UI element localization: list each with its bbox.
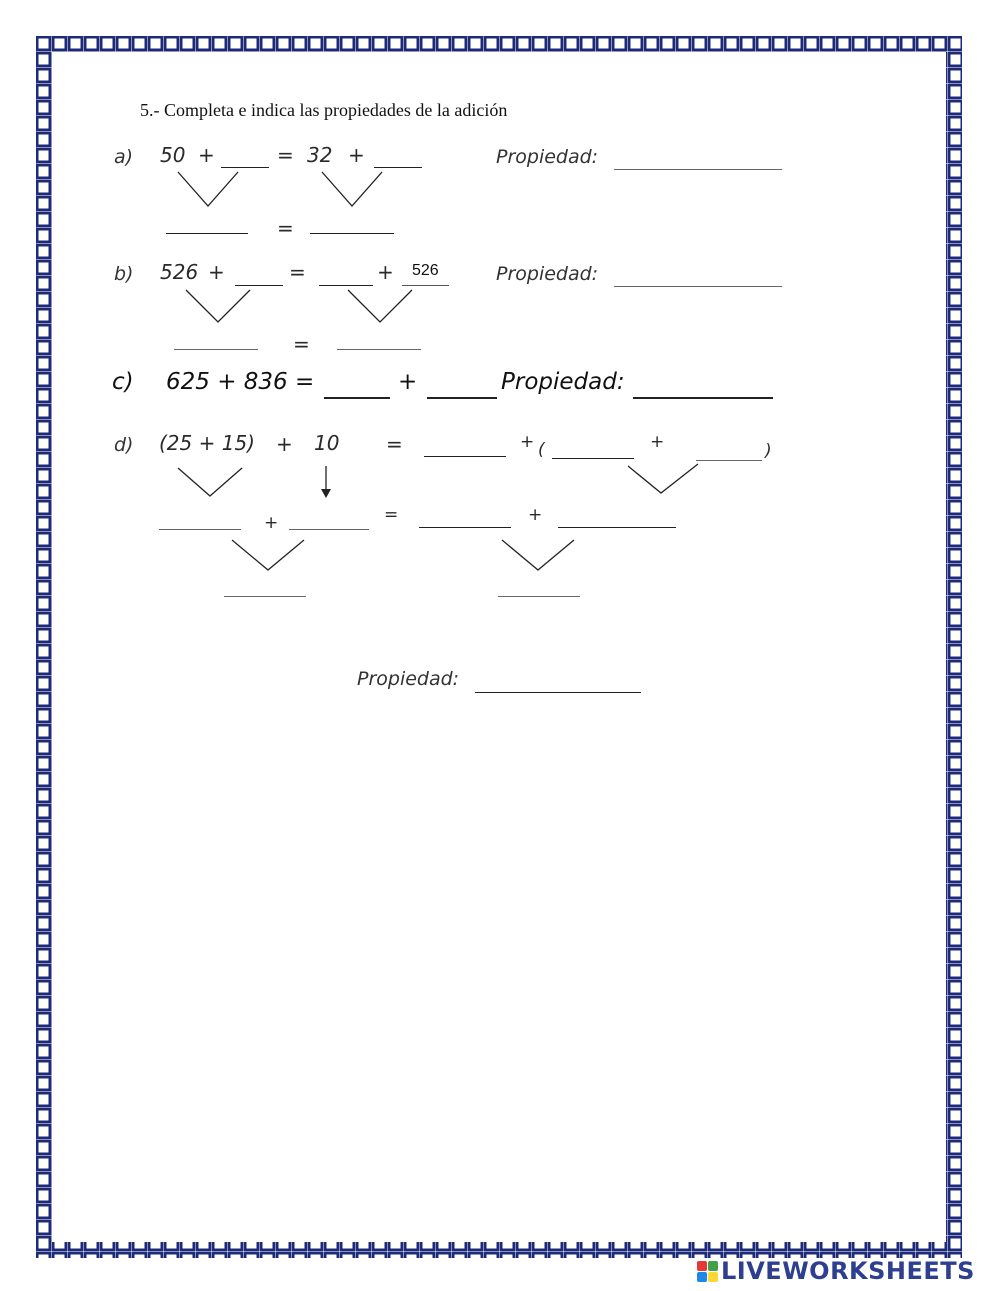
b-property-input[interactable] xyxy=(614,260,782,287)
b-plus2: + xyxy=(377,260,394,284)
a-plus1: + xyxy=(198,143,215,167)
a-term3: 32 xyxy=(307,143,333,167)
d-equals: = xyxy=(386,432,403,456)
d-plus3: + xyxy=(650,432,665,452)
d-property-input[interactable] xyxy=(475,666,641,693)
d-blank-mid2[interactable] xyxy=(289,503,369,530)
b-property-label: Propiedad: xyxy=(496,263,599,285)
d-plus2: + xyxy=(520,432,535,452)
c-blank-term2[interactable] xyxy=(427,371,497,399)
b-term4: 526 xyxy=(412,262,439,279)
a-property-label: Propiedad: xyxy=(496,146,599,168)
d-blank-result-right[interactable] xyxy=(498,570,580,597)
a-blank-term2[interactable] xyxy=(221,141,269,168)
liveworksheets-logo xyxy=(697,1256,975,1286)
c-expression: 625 + 836 = xyxy=(166,369,315,395)
b-blank-result-right[interactable] xyxy=(337,323,421,350)
b-plus1: + xyxy=(208,260,225,284)
a-property-input[interactable] xyxy=(614,143,782,170)
a-blank-term4[interactable] xyxy=(374,141,422,168)
d-blank-right1[interactable] xyxy=(424,430,506,457)
d-blank-mid4[interactable] xyxy=(558,501,676,528)
c-plus: + xyxy=(398,369,418,395)
logo-mark-icon xyxy=(697,1261,718,1282)
d-plus1: + xyxy=(276,432,293,456)
a-blank-result-left[interactable] xyxy=(166,207,248,234)
a-term1: 50 xyxy=(160,143,186,167)
logo-square-yellow xyxy=(708,1272,718,1282)
d-blank-right3[interactable] xyxy=(696,434,762,461)
b-term4-underline xyxy=(402,285,449,286)
d-plus5: + xyxy=(528,505,543,525)
c-blank-term1[interactable] xyxy=(324,371,390,399)
letter-d: d) xyxy=(114,434,134,456)
a-equals-bottom: = xyxy=(277,216,294,240)
b-equals: = xyxy=(289,260,306,284)
letter-b: b) xyxy=(114,263,134,285)
c-property-label: Propiedad: xyxy=(501,369,625,395)
instruction-text: 5.- Completa e indica las propiedades de la adición xyxy=(140,100,508,120)
b-blank-term3[interactable] xyxy=(319,259,373,286)
d-group: (25 + 15) xyxy=(159,431,255,455)
logo-square-red xyxy=(697,1261,707,1271)
d-property-label: Propiedad: xyxy=(357,668,460,690)
a-equals: = xyxy=(277,143,294,167)
d-plus4: + xyxy=(264,513,279,533)
d-open-paren: ( xyxy=(538,440,545,460)
b-blank-result-left[interactable] xyxy=(174,323,258,350)
d-equals-mid: = xyxy=(384,505,399,525)
a-plus2: + xyxy=(348,143,365,167)
letter-c: c) xyxy=(112,369,134,395)
b-blank-term2[interactable] xyxy=(235,259,283,286)
b-term1: 526 xyxy=(160,260,199,284)
logo-text: LIVEWORKSHEETS xyxy=(721,1257,975,1285)
logo-square-blue xyxy=(697,1272,707,1282)
d-blank-result-left[interactable] xyxy=(224,570,306,597)
d-blank-mid3[interactable] xyxy=(419,501,511,528)
d-term3: 10 xyxy=(314,431,340,455)
d-close-paren: ) xyxy=(765,441,772,461)
c-property-input[interactable] xyxy=(633,371,773,399)
logo-square-green xyxy=(708,1261,718,1271)
letter-a: a) xyxy=(114,146,134,168)
d-blank-right2[interactable] xyxy=(552,432,634,459)
b-equals-bottom: = xyxy=(293,332,310,356)
a-blank-result-right[interactable] xyxy=(310,207,394,234)
d-blank-mid1[interactable] xyxy=(159,503,241,530)
